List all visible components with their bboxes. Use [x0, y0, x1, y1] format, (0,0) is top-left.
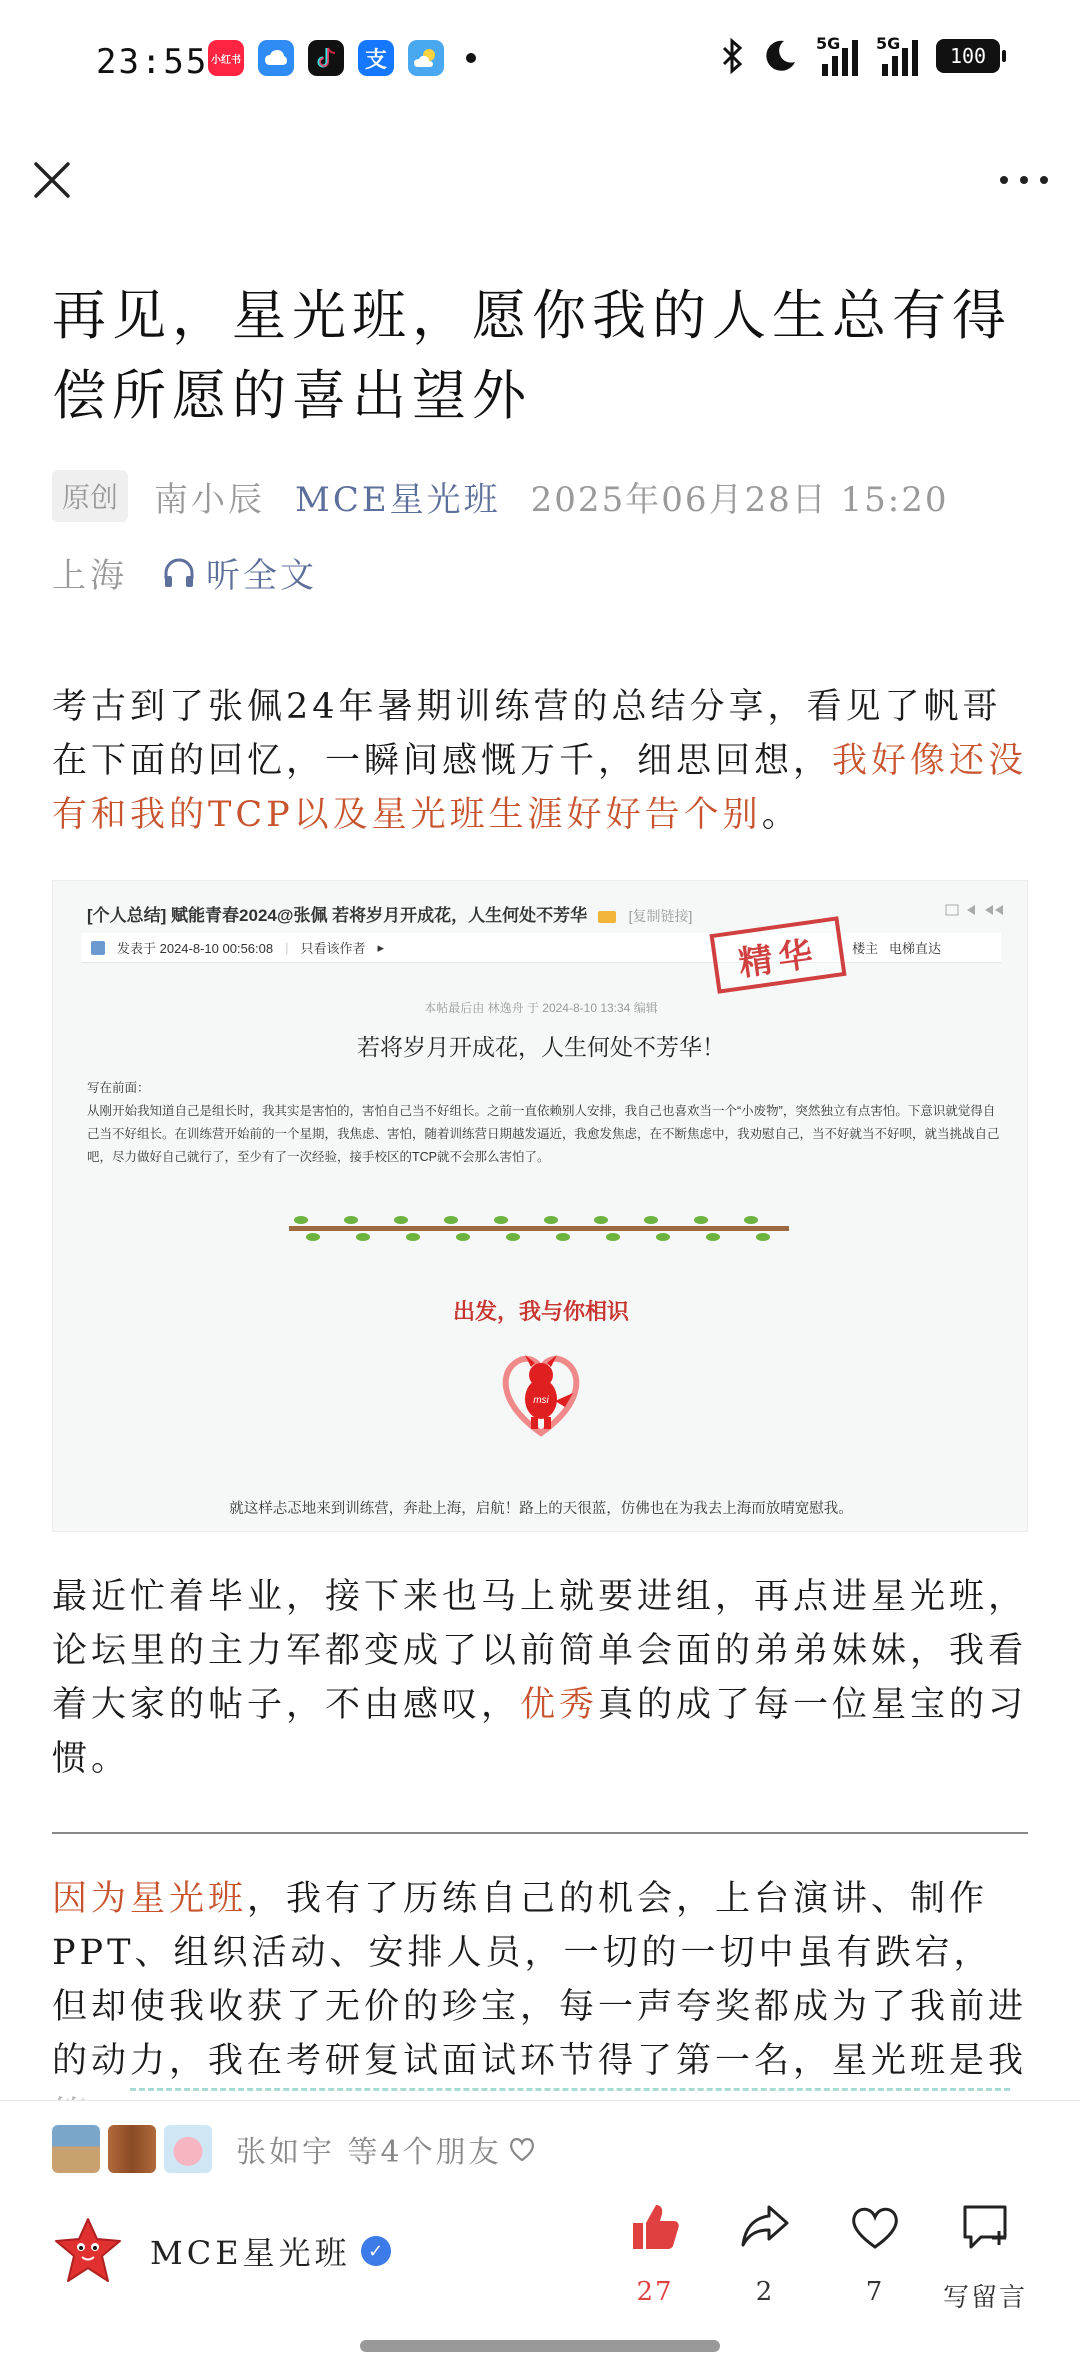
dragon-mascot-icon	[491, 1341, 591, 1441]
paragraph-3-highlight: 因为星光班	[52, 1879, 248, 1919]
embedded-forum-screenshot[interactable]	[52, 880, 1028, 1532]
heart-outline-icon	[508, 2136, 536, 2162]
signal-5g-icon: 5G	[816, 36, 858, 76]
tiktok-icon	[308, 40, 344, 76]
status-bar	[0, 0, 1080, 120]
embed-post-title: 若将岁月开成花，人生何处不芳华！	[357, 1034, 725, 1060]
friend-avatar-1	[52, 2125, 100, 2173]
embed-floor: 楼主 电梯直达	[852, 941, 941, 956]
embed-toolbar-icons	[945, 903, 1005, 920]
embed-user-icon	[91, 941, 105, 955]
more-notifications-dot	[466, 53, 476, 63]
weather-icon	[408, 40, 444, 76]
more-dots-icon	[999, 175, 1049, 185]
embed-header	[87, 901, 692, 926]
bluetooth-icon	[720, 38, 744, 74]
paragraph-2	[52, 1570, 1028, 1786]
paragraph-2-highlight: 优秀	[520, 1685, 599, 1725]
favorite-button[interactable]	[820, 2199, 930, 2314]
verified-badge-icon: ✓	[361, 2236, 391, 2266]
alipay-icon: 支	[358, 40, 394, 76]
like-count: 27	[636, 2277, 674, 2307]
paragraph-1-end: 。	[761, 795, 801, 835]
comment-add-icon	[957, 2199, 1013, 2255]
close-button[interactable]	[28, 156, 76, 204]
paragraph-1-highlight: 我好像还没有和我的TCP以及星光班生涯好好告个别	[52, 741, 1028, 835]
location: 上海	[52, 556, 128, 596]
more-options-button[interactable]	[996, 160, 1052, 200]
status-time: 23:55	[96, 42, 209, 82]
bottom-action-panel	[0, 2100, 1080, 2374]
embed-preface: 从刚开始我知道自己是组长时，我其实是害怕的，害怕自己当不好组长。之前一直依赖别人安排，我自己也喜欢当一个“小废物”，突然独立有点害怕。下意识就觉得自己当不好组长。在训练营开始前的一个星期，我焦虑、害怕，随着训练营日期越发逼近，我愈发焦虑，在不断焦虑中，我劝慰自己，当不好就当不好呗，就当挑战自己吧，尽力做好自己就行了，至少有了一次经验，接手校区的TCP就不会那么害怕了。	[87, 1104, 1000, 1164]
signal-5g-secondary-icon: 5G	[876, 36, 918, 76]
publish-date: 2025年06月28日 15:20	[530, 479, 949, 520]
xiaohongshu-icon: 小红书	[208, 40, 244, 76]
headphones-icon	[162, 557, 196, 589]
author-name: 南小辰	[154, 479, 266, 520]
listen-button[interactable]	[162, 548, 317, 597]
friend-avatar-3	[164, 2125, 212, 2173]
embed-post-bar: 发表于 2024-8-10 00:56:08 | 只看该作者 ▸ 楼主 电梯直达	[81, 933, 1001, 963]
paragraph-2-end: 真的成了每一位星宝的习惯。	[52, 1685, 1028, 1779]
home-indicator[interactable]	[360, 2340, 720, 2352]
embed-arrow: ▸	[377, 939, 385, 955]
battery-icon: 100	[936, 39, 1000, 73]
article-title: 再见，星光班，愿你我的人生总有得偿所愿的喜出望外	[52, 284, 1012, 427]
embed-header-text: [个人总结] 赋能青春2024@张佩 若将岁月开成花，人生何处不芳华	[87, 906, 588, 925]
svg-text:msi: msi	[533, 1395, 549, 1406]
friends-liked-row[interactable]	[52, 2125, 536, 2173]
embed-preface-label: 写在前面：	[87, 1081, 150, 1095]
featured-stamp: 精华	[709, 916, 846, 994]
cloud-app-icon	[258, 40, 294, 76]
embed-footer-text: 就这样忐忑地来到训练营，奔赴上海，启航！路上的天很蓝，仿佛也在为我去上海而放晴宽慰我。	[229, 1501, 853, 1517]
friend-avatar-2	[108, 2125, 156, 2173]
close-icon	[32, 160, 72, 200]
embed-posted: 发表于 2024-8-10 00:56:08	[117, 941, 274, 956]
share-arrow-icon	[737, 2199, 793, 2255]
comment-label: 写留言	[942, 2283, 1027, 2313]
comment-button[interactable]	[930, 2199, 1040, 2314]
vine-divider-decoration	[289, 1211, 789, 1245]
listen-label: 听全文	[206, 556, 317, 596]
embed-body	[87, 1077, 1003, 1169]
article-meta-row2	[52, 548, 317, 597]
article-meta	[52, 470, 1032, 522]
paragraph-2-text: 最近忙着毕业，接下来也马上就要进组，再点进星光班，论坛里的主力军都变成了以前简单会面的弟弟妹妹，我看着大家的帖子，不由感叹，	[52, 1577, 1028, 1725]
account-name: MCE星光班	[150, 2234, 351, 2272]
action-buttons	[600, 2199, 1040, 2314]
account-row[interactable]	[52, 2215, 391, 2287]
thumbs-up-icon	[627, 2199, 683, 2255]
account-link[interactable]: MCE星光班	[295, 479, 501, 520]
paragraph-1	[52, 680, 1028, 842]
section-divider	[52, 1832, 1028, 1834]
heart-icon	[847, 2199, 903, 2255]
do-not-disturb-moon-icon	[762, 38, 798, 74]
embed-copy-link: [复制链接]	[628, 908, 693, 924]
like-button[interactable]	[600, 2199, 710, 2314]
share-button[interactable]	[710, 2199, 820, 2314]
original-badge: 原创	[52, 470, 128, 522]
account-avatar	[52, 2215, 124, 2287]
paragraph-1-text: 考古到了张佩24年暑期训练营的总结分享，看见了帆哥在下面的回忆，一瞬间感慨万千，细思回想，	[52, 687, 1002, 781]
embed-badge-icon	[598, 911, 616, 923]
friends-text: 张如宇 等4个朋友	[236, 2127, 536, 2171]
favorite-count: 7	[865, 2277, 885, 2307]
notification-app-icons	[208, 40, 476, 76]
underline-decoration	[130, 2088, 1010, 2091]
embed-edited-note: 本帖最后由 林逸舟 于 2024-8-10 13:34 编辑	[424, 1001, 658, 1015]
embed-only-author: 只看该作者	[300, 941, 366, 956]
system-icons	[720, 36, 1000, 76]
share-count: 2	[755, 2277, 775, 2307]
paragraph-3-text: ，我有了历练自己的机会，上台演讲、制作PPT、组织活动、安排人员，一切的一切中虽有跌宕，但却使我收获了无价的珍宝，每一声夸奖都成为了我前进的动力，我在考研复试面试环节得了第一名，星光班是我	[52, 1879, 1028, 2081]
embed-section-subtitle: 出发，我与你相识	[452, 1299, 629, 1324]
